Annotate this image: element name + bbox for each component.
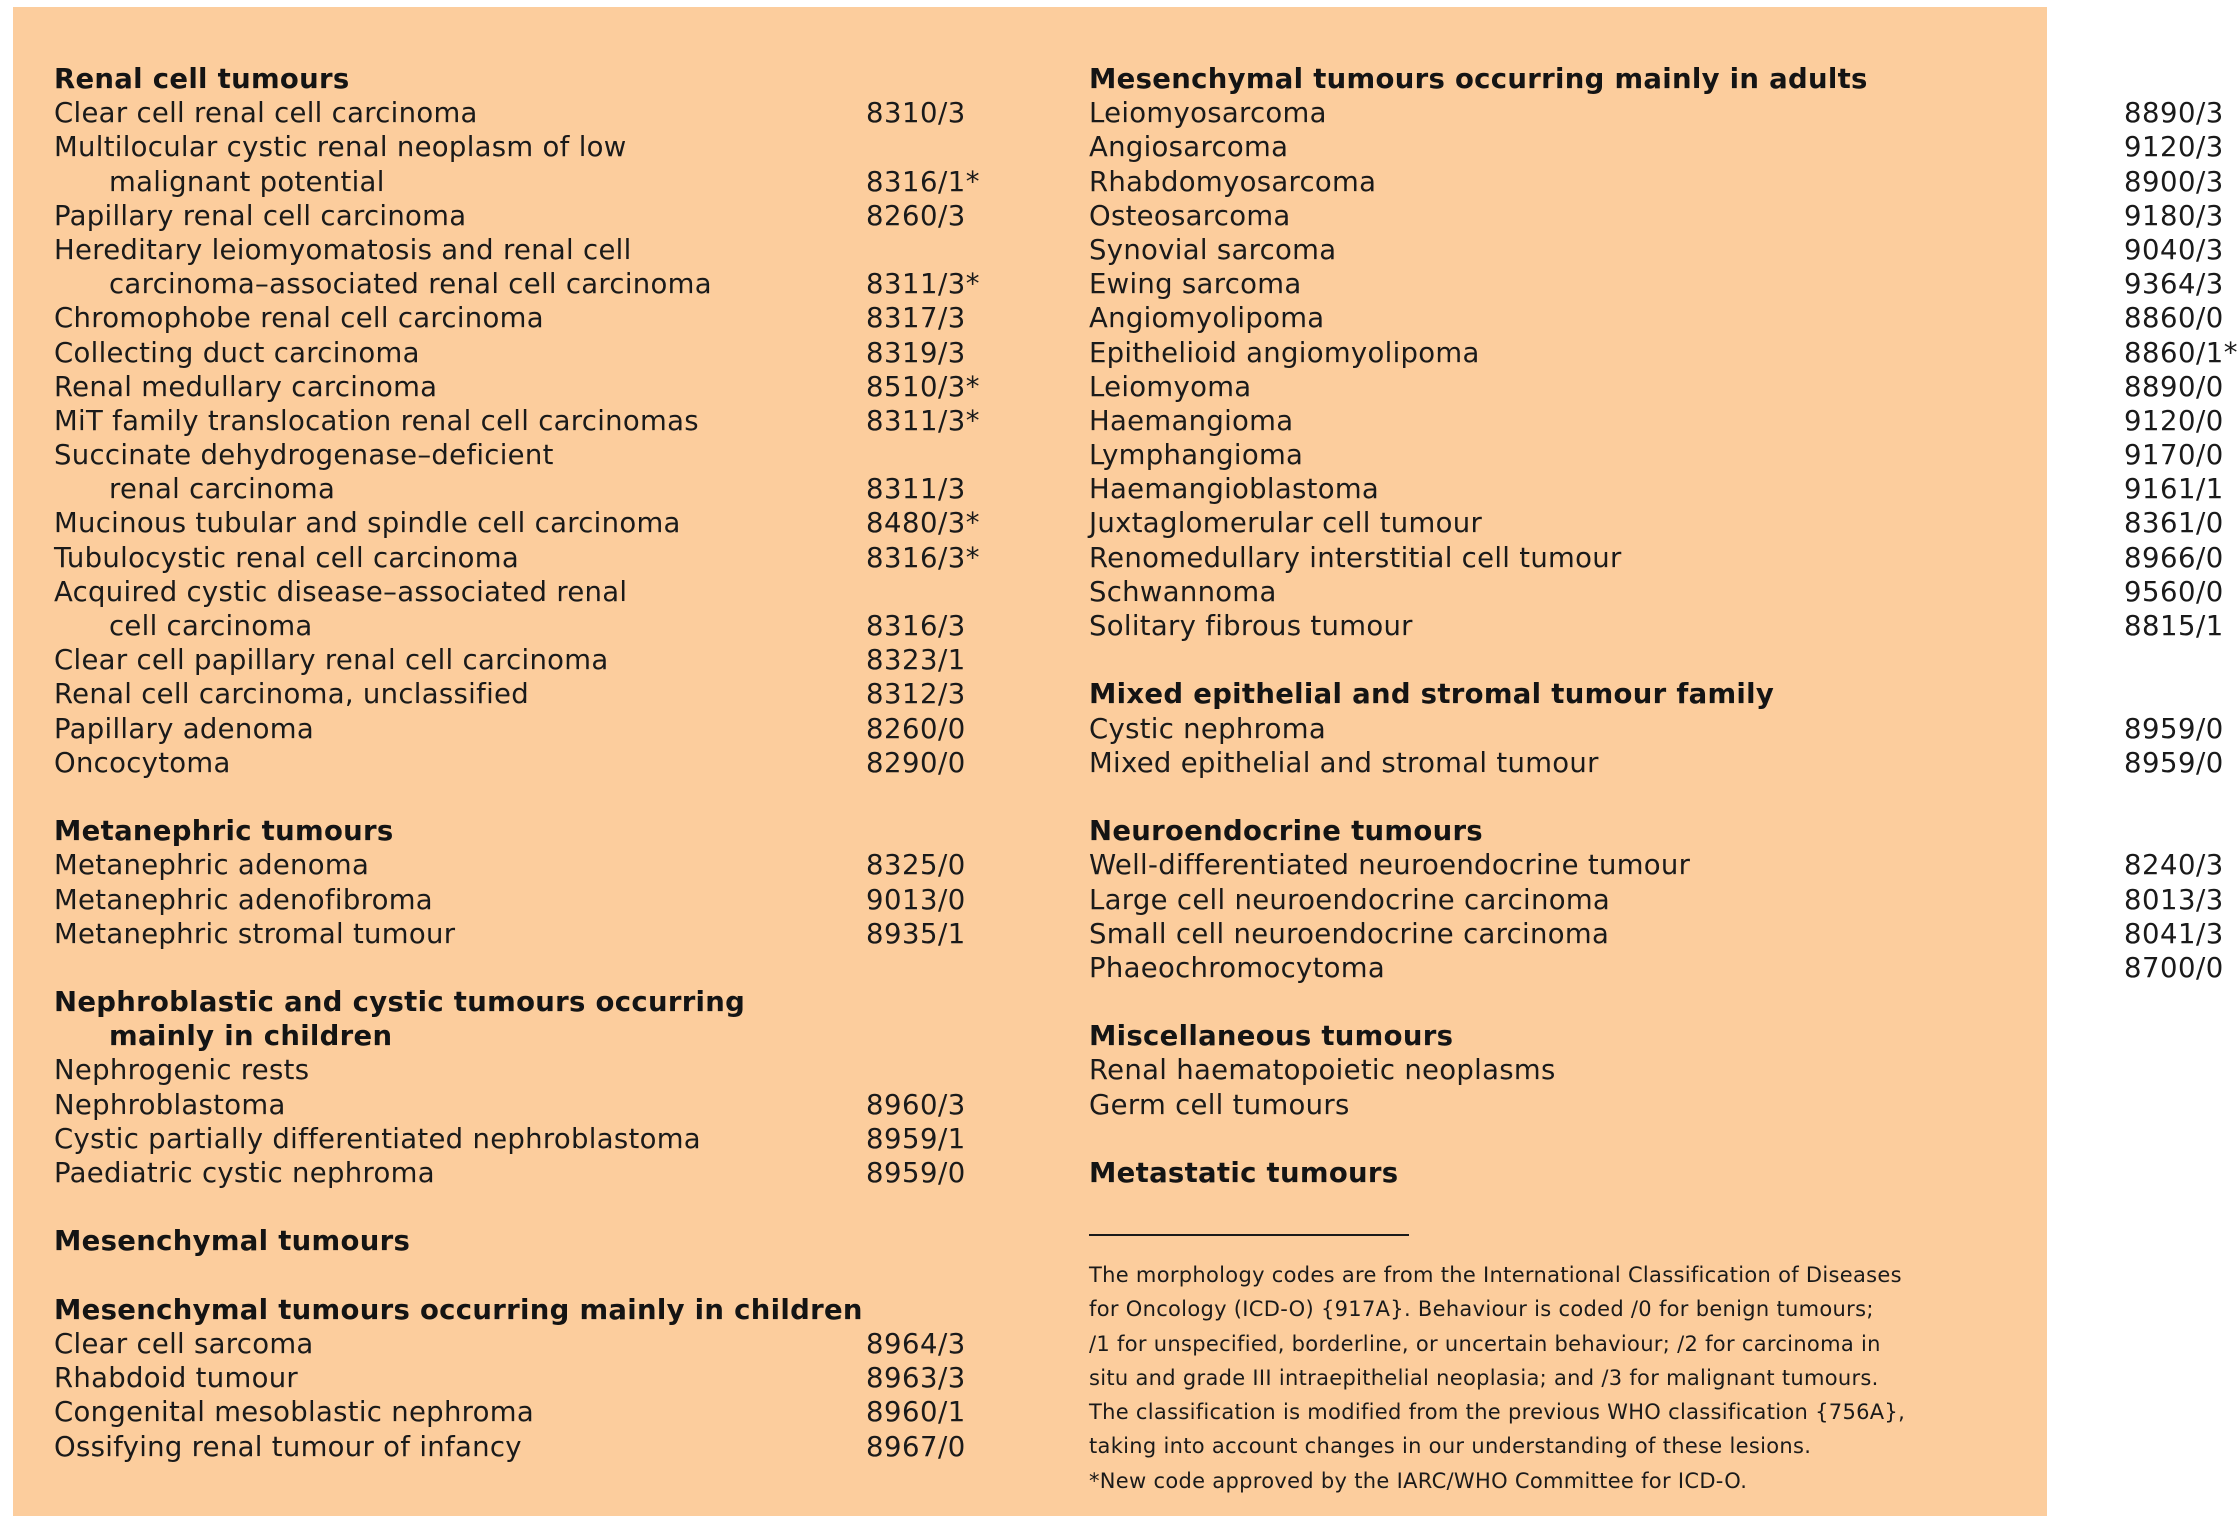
icd-o-code: 8890/3: [2124, 97, 2224, 130]
entry-label: Metastatic tumours: [1089, 1157, 1399, 1189]
section-heading: [1089, 62, 2029, 96]
entry-label: Mixed epithelial and stromal tumour family: [1089, 678, 1775, 711]
entry-label: Ossifying renal tumour of infancy: [54, 1430, 522, 1463]
tumour-entry: [54, 233, 994, 267]
section-heading-continued: [54, 1019, 994, 1053]
entry-label: Metanephric adenoma: [54, 849, 370, 882]
entry-label: Juxtaglomerular cell tumour: [1089, 507, 1483, 540]
icd-o-code: 9560/0: [2124, 575, 2224, 608]
entry-continued: [54, 165, 994, 199]
tumour-entry: [1089, 130, 2224, 164]
icd-o-code: 8967/0: [866, 1430, 966, 1463]
tumour-entry: [1089, 1088, 2029, 1122]
tumour-entry: [54, 336, 994, 370]
entry-label: Metanephric stromal tumour: [54, 917, 456, 950]
classification-page: [13, 7, 2238, 1516]
entry-label: Succinate dehydrogenase–deficient: [54, 439, 554, 472]
icd-o-code: 8310/3: [866, 97, 966, 130]
icd-o-code: 8311/3: [866, 473, 966, 506]
tumour-entry: [54, 1361, 994, 1395]
entry-label: Renomedullary interstitial cell tumour: [1089, 541, 1622, 574]
icd-o-code: 9120/3: [2124, 131, 2224, 164]
footnote-line: *New code approved by the IARC/WHO Committee for ICD-O.: [1089, 1468, 1748, 1493]
entry-label: carcinoma–associated renal cell carcinoma: [109, 268, 712, 301]
entry-label: Epithelioid angiomyolipoma: [1089, 336, 1480, 369]
tumour-entry: [1089, 165, 2224, 199]
icd-o-code: 8312/3: [866, 678, 966, 711]
tumour-entry: [54, 1088, 994, 1122]
tumour-entry: [1089, 917, 2224, 951]
icd-o-code: 8319/3: [866, 336, 966, 369]
footnote: [1089, 1258, 2039, 1498]
icd-o-code: 9120/0: [2124, 404, 2224, 437]
entry-label: Large cell neuroendocrine carcinoma: [1089, 883, 1611, 916]
icd-o-code: 9013/0: [866, 883, 966, 916]
icd-o-code: 8041/3: [2124, 917, 2224, 950]
icd-o-code: 9364/3: [2124, 268, 2224, 301]
entry-label: Angiosarcoma: [1089, 131, 1289, 164]
icd-o-code: 8959/0: [2124, 712, 2224, 745]
icd-o-code: 8325/0: [866, 849, 966, 882]
section-gap: [1089, 780, 2029, 814]
entry-label: Renal cell tumours: [54, 63, 350, 95]
icd-o-code: 8480/3*: [866, 507, 980, 540]
footnote-divider: [1089, 1234, 1409, 1236]
entry-label: Haemangioblastoma: [1089, 473, 1380, 506]
icd-o-code: 8510/3*: [866, 370, 980, 403]
entry-label: mainly in children: [109, 1020, 393, 1053]
tumour-entry: [1089, 575, 2224, 609]
entry-label: Lymphangioma: [1089, 439, 1304, 472]
entry-label: Miscellaneous tumours: [1089, 1020, 1454, 1053]
tumour-entry: [54, 1122, 994, 1156]
footnote-line: /1 for unspecified, borderline, or uncertain behaviour; /2 for carcinoma in: [1089, 1331, 1881, 1356]
icd-o-code: 8316/3: [866, 610, 966, 642]
section-heading: [1089, 1156, 2029, 1190]
tumour-entry: [1089, 370, 2224, 404]
entry-label: Acquired cystic disease–associated renal: [54, 575, 628, 608]
tumour-entry: [54, 130, 994, 164]
tumour-entry: [54, 746, 994, 780]
entry-label: Chromophobe renal cell carcinoma: [54, 302, 544, 335]
entry-label: Congenital mesoblastic nephroma: [54, 1396, 535, 1429]
entry-label: Phaeochromocytoma: [1089, 951, 1386, 984]
section-gap: [1089, 643, 2029, 677]
entry-label: Rhabdoid tumour: [54, 1362, 299, 1395]
entry-label: Rhabdomyosarcoma: [1089, 165, 1377, 198]
tumour-entry: [1089, 951, 2224, 985]
section-heading: [1089, 1019, 2029, 1053]
tumour-entry: [54, 712, 994, 746]
entry-label: Metanephric tumours: [54, 815, 394, 848]
entry-label: Leiomyoma: [1089, 370, 1252, 403]
icd-o-code: 8260/0: [866, 712, 966, 745]
tumour-entry: [54, 643, 994, 677]
entry-label: Papillary renal cell carcinoma: [54, 199, 467, 232]
icd-o-code: 8290/0: [866, 746, 966, 779]
tumour-entry: [1089, 301, 2224, 335]
entry-label: Multilocular cystic renal neoplasm of low: [54, 131, 627, 164]
icd-o-code: 8935/1: [866, 917, 966, 950]
entry-label: Clear cell renal cell carcinoma: [54, 97, 478, 130]
icd-o-code: 8966/0: [2124, 541, 2224, 574]
tumour-entry: [1089, 472, 2224, 506]
entry-label: renal carcinoma: [109, 473, 336, 506]
section-heading: [54, 1293, 994, 1327]
entry-label: Tubulocystic renal cell carcinoma: [54, 541, 519, 574]
tumour-entry: [1089, 541, 2224, 575]
entry-label: Mesenchymal tumours: [54, 1225, 411, 1258]
tumour-entry: [1089, 1053, 2029, 1087]
entry-label: malignant potential: [109, 165, 385, 198]
section-gap: [1089, 985, 2029, 1019]
icd-o-code: 8960/1: [866, 1396, 966, 1429]
tumour-entry: [54, 917, 994, 951]
tumour-entry: [54, 96, 994, 130]
tumour-entry: [54, 438, 994, 472]
icd-o-code: 8860/0: [2124, 302, 2224, 335]
entry-label: Schwannoma: [1089, 575, 1277, 608]
tumour-entry: [1089, 199, 2224, 233]
entry-label: Oncocytoma: [54, 746, 231, 779]
entry-label: Paediatric cystic nephroma: [54, 1157, 435, 1189]
tumour-entry: [54, 575, 994, 609]
icd-o-code: 8240/3: [2124, 849, 2224, 882]
entry-label: Cystic nephroma: [1089, 712, 1326, 745]
tumour-entry: [54, 1156, 994, 1190]
tumour-entry: [54, 883, 994, 917]
tumour-entry: [54, 1395, 994, 1429]
icd-o-code: 9180/3: [2124, 199, 2224, 232]
icd-o-code: 9161/1: [2124, 473, 2224, 506]
icd-o-code: 8964/3: [866, 1327, 966, 1360]
tumour-entry: [54, 1327, 994, 1361]
entry-label: Osteosarcoma: [1089, 199, 1291, 232]
entry-label: Haemangioma: [1089, 404, 1294, 437]
entry-label: Mesenchymal tumours occurring mainly in adults: [1089, 63, 1868, 95]
icd-o-code: 8316/3*: [866, 541, 980, 574]
tumour-entry: [54, 301, 994, 335]
footnote-line: situ and grade III intraepithelial neoplasia; and /3 for malignant tumours.: [1089, 1365, 1879, 1390]
entry-label: Mesenchymal tumours occurring mainly in children: [54, 1293, 863, 1326]
footnote-line: for Oncology (ICD-O) {917A}. Behaviour is coded /0 for benign tumours;: [1089, 1297, 1874, 1322]
icd-o-code: 8317/3: [866, 302, 966, 335]
tumour-entry: [1089, 233, 2224, 267]
tumour-entry: [54, 1430, 994, 1464]
tumour-entry: [1089, 96, 2224, 130]
entry-label: Solitary fibrous tumour: [1089, 610, 1413, 642]
icd-o-code: 8959/0: [2124, 746, 2224, 779]
entry-label: Germ cell tumours: [1089, 1088, 1350, 1121]
tumour-entry: [54, 677, 994, 711]
section-gap: [54, 1259, 994, 1293]
tumour-entry: [1089, 712, 2224, 746]
icd-o-code: 8890/0: [2124, 370, 2224, 403]
entry-label: Neuroendocrine tumours: [1089, 815, 1483, 848]
section-gap: [1089, 1122, 2029, 1156]
icd-o-code: 9170/0: [2124, 439, 2224, 472]
icd-o-code: 8959/0: [866, 1157, 966, 1189]
tumour-entry: [1089, 336, 2238, 370]
section-heading: [54, 62, 994, 96]
entry-label: Nephroblastoma: [54, 1088, 286, 1121]
entry-label: Clear cell sarcoma: [54, 1327, 314, 1360]
entry-label: Ewing sarcoma: [1089, 268, 1302, 301]
entry-label: Angiomyolipoma: [1089, 302, 1325, 335]
entry-label: Mixed epithelial and stromal tumour: [1089, 746, 1599, 779]
icd-o-code: 8013/3: [2124, 883, 2224, 916]
entry-label: Cystic partially differentiated nephroblastoma: [54, 1122, 701, 1155]
tumour-entry: [1089, 404, 2224, 438]
tumour-entry: [1089, 883, 2224, 917]
icd-o-code: 8959/1: [866, 1122, 966, 1155]
entry-label: Renal cell carcinoma, unclassified: [54, 678, 529, 711]
icd-o-code: 8361/0: [2124, 507, 2224, 540]
entry-label: Well-differentiated neuroendocrine tumour: [1089, 849, 1691, 882]
icd-o-code: 8260/3: [866, 199, 966, 232]
section-gap: [54, 951, 994, 985]
icd-o-code: 9040/3: [2124, 233, 2224, 266]
tumour-entry: [54, 541, 994, 575]
entry-label: Small cell neuroendocrine carcinoma: [1089, 917, 1610, 950]
entry-label: Metanephric adenofibroma: [54, 883, 433, 916]
section-gap: [54, 780, 994, 814]
entry-label: Hereditary leiomyomatosis and renal cell: [54, 233, 632, 266]
icd-o-code: 8963/3: [866, 1362, 966, 1395]
entry-label: Renal haematopoietic neoplasms: [1089, 1054, 1556, 1087]
section-heading: [1089, 814, 2029, 848]
entry-label: MiT family translocation renal cell carcinomas: [54, 404, 699, 437]
icd-o-code: 8311/3*: [866, 404, 980, 437]
tumour-entry: [1089, 506, 2224, 540]
entry-label: Renal medullary carcinoma: [54, 370, 438, 403]
tumour-entry: [1089, 267, 2224, 301]
tumour-entry: [54, 506, 994, 540]
icd-o-code: 8960/3: [866, 1088, 966, 1121]
icd-o-code: 8815/1: [2124, 610, 2224, 642]
tumour-entry: [54, 404, 994, 438]
section-heading: [1089, 677, 2029, 711]
entry-continued: [54, 472, 994, 506]
footnote-line: The morphology codes are from the International Classification of Diseases: [1089, 1263, 1902, 1287]
entry-label: Leiomyosarcoma: [1089, 97, 1327, 130]
tumour-entry: [1089, 609, 2224, 643]
tumour-entry: [54, 199, 994, 233]
entry-label: Synovial sarcoma: [1089, 233, 1337, 266]
entry-continued: [54, 267, 994, 301]
section-heading: [54, 814, 994, 848]
right-column: [1089, 62, 2238, 1190]
tumour-entry: [1089, 438, 2224, 472]
entry-label: Clear cell papillary renal cell carcinoma: [54, 644, 609, 677]
entry-label: Collecting duct carcinoma: [54, 336, 420, 369]
footnote-line: taking into account changes in our understanding of these lesions.: [1089, 1434, 1812, 1459]
entry-label: Nephrogenic rests: [54, 1054, 310, 1087]
entry-label: Nephroblastic and cystic tumours occurring: [54, 986, 746, 1019]
section-gap: [54, 1190, 994, 1224]
icd-o-code: 8323/1: [866, 644, 966, 677]
icd-o-code: 8700/0: [2124, 951, 2224, 984]
icd-o-code: 8900/3: [2124, 165, 2224, 198]
icd-o-code: 8311/3*: [866, 268, 980, 301]
tumour-entry: [1089, 848, 2224, 882]
entry-label: cell carcinoma: [109, 610, 313, 642]
icd-o-code: 8316/1*: [866, 165, 980, 198]
left-column: [54, 62, 994, 1464]
footnote-line: The classification is modified from the previous WHO classification {756A},: [1089, 1400, 1906, 1425]
section-heading: [54, 985, 994, 1019]
entry-continued: [54, 609, 994, 643]
section-heading: [54, 1224, 994, 1258]
tumour-entry: [54, 1053, 994, 1087]
tumour-entry: [1089, 746, 2224, 780]
tumour-entry: [54, 848, 994, 882]
entry-label: Papillary adenoma: [54, 712, 314, 745]
tumour-entry: [54, 370, 994, 404]
entry-label: Mucinous tubular and spindle cell carcinoma: [54, 507, 681, 540]
icd-o-code: 8860/1*: [2124, 336, 2238, 369]
